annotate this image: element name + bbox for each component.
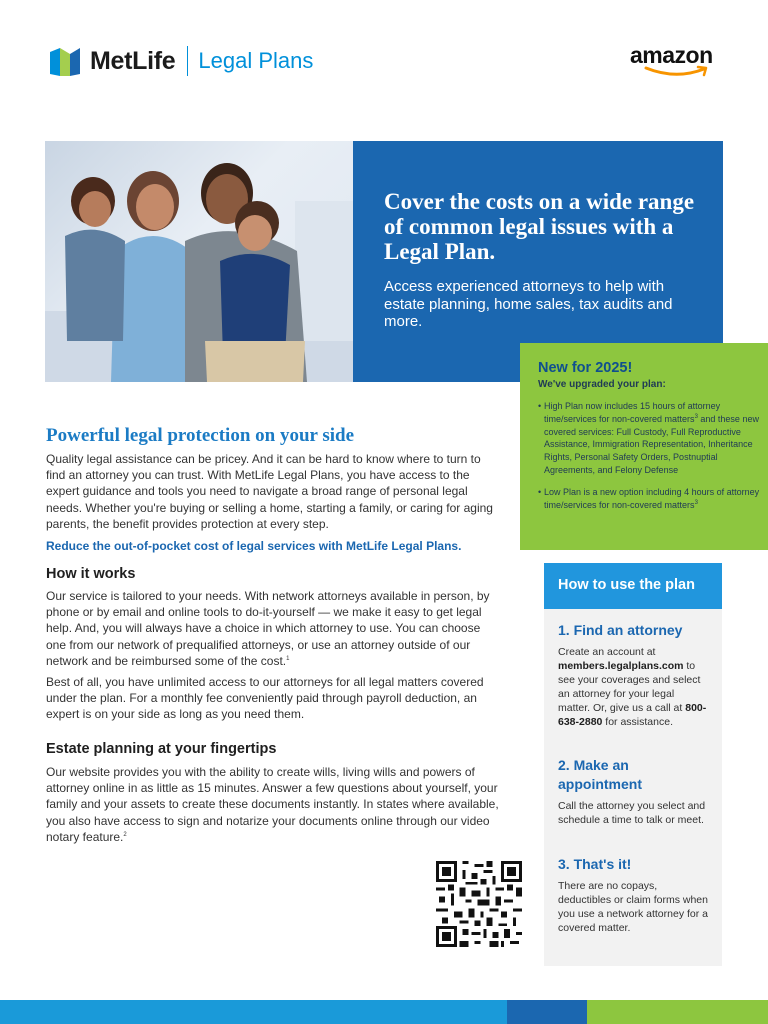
header-divider xyxy=(187,46,188,76)
step1-title: 1. Find an attorney xyxy=(558,622,683,638)
intro-paragraph: Quality legal assistance can be pricey. And it can be hard to know where to turn to find an attorney you can trust. With MetLife Legal Plans, you have access to the expert guidance and tools you need to navigate a broad range of personal legal needs. Whether you're buying or selling a home, starting a family, or caring for aging parents, the benefit provides protection at every step. xyxy=(46,452,493,531)
new-for-2025-box xyxy=(520,343,768,550)
metlife-mark-icon xyxy=(48,44,82,78)
qr-code-icon[interactable] xyxy=(436,860,522,948)
step3-title: 3. That's it! xyxy=(558,856,632,872)
footer-color-bar xyxy=(0,1000,768,1024)
legal-plans-label: Legal Plans xyxy=(198,48,314,73)
hero-title: Cover the costs on a wide range of common legal issues with a Legal Plan. xyxy=(384,189,695,264)
footer-bar-dark-blue xyxy=(507,1000,587,1024)
family-photo-icon xyxy=(45,141,353,382)
family-photo xyxy=(45,141,353,382)
step-make-appointment xyxy=(558,756,708,827)
step1-text-c: for assistance. xyxy=(602,716,673,728)
high-plan-bullet xyxy=(538,400,760,477)
footer-bar-green xyxy=(587,1000,768,1024)
members-link[interactable]: members.legalplans.com xyxy=(558,660,684,672)
footnote-2: 2 xyxy=(123,831,127,838)
hero-subtitle: Access experienced attorneys to help with estate planning, home sales, tax audits and more. xyxy=(384,278,673,330)
step2-body: Call the attorney you select and schedule a time to talk or meet. xyxy=(558,800,706,826)
low-plan-bullet-text: Low Plan is a new option including 4 hours of attorney time/services for non-covered matters xyxy=(544,486,760,510)
estate-planning-heading: Estate planning at your fingertips xyxy=(46,741,277,757)
main-heading: Powerful legal protection on your side xyxy=(46,425,355,446)
metlife-logo xyxy=(48,42,313,80)
amazon-wordmark: amazon xyxy=(630,42,713,68)
new-box-title: New for 2025! xyxy=(538,360,633,376)
new-box-subtitle: We've upgraded your plan: xyxy=(538,379,666,390)
step1-text-a: Create an account at xyxy=(558,646,656,658)
how-it-works-paragraph-1 xyxy=(46,588,502,669)
step-find-attorney xyxy=(558,621,708,729)
footnote-3: 3 xyxy=(694,413,698,420)
high-plan-bullet-rest: and these new covered services: Full Custody, Full Reproductive Assistance, Immigration Representation, Inheritance Rights, Personal Safety Orders, Postnuptial Agreements, and Felony Defense xyxy=(544,413,759,475)
amazon-logo xyxy=(630,42,724,78)
footnote-1: 1 xyxy=(286,655,290,662)
low-plan-bullet xyxy=(538,486,760,512)
step3-body: There are no copays, deductibles or claim forms when you use a network attorney for a covered matter. xyxy=(558,880,708,934)
step-thats-it xyxy=(558,855,708,935)
phone-number[interactable]: 800-638-2880 xyxy=(558,702,707,728)
high-plan-bullet-lead: High Plan now includes 15 hours of attorney time/services for non-covered matters xyxy=(544,401,721,424)
highlight-text: Reduce the out-of-pocket cost of legal services with MetLife Legal Plans. xyxy=(46,539,462,553)
footer-bar-blue xyxy=(0,1000,507,1024)
step2-title: 2. Make an appointment xyxy=(558,757,642,792)
step1-text-b: to see your coverages and select an attorney for your legal matter. Or, give us a call at xyxy=(558,660,701,714)
how-to-use-sidebar xyxy=(544,563,722,966)
estate-planning-text: Our website provides you with the ability to create wills, living wills and powers of attorney online in as little as 15 minutes. Answer a few questions about yourself, your family and your assets to create these documents instantly. In states where available, you also have access to sign and notarize your documents online through our video notary feature. xyxy=(46,765,499,844)
step1-body xyxy=(558,645,708,729)
footnote-3b: 3 xyxy=(694,499,698,506)
sidebar-header: How to use the plan xyxy=(544,563,722,609)
amazon-smile-icon xyxy=(644,65,714,79)
how-it-works-paragraph-2: Best of all, you have unlimited access to our attorneys for all legal matters covered under the plan. For a monthly fee conveniently paid through payroll deduction, an expert is on your side as long as you need them. xyxy=(46,675,484,722)
how-it-works-heading: How it works xyxy=(46,566,136,582)
estate-planning-paragraph xyxy=(46,764,502,845)
metlife-wordmark: MetLife xyxy=(90,46,176,75)
how-it-works-text: Our service is tailored to your needs. With network attorneys available in person, by phone or by email and online tools to do-it-yourself — we make it easy to get legal help. And, you will always have a choice in which attorney to use. You can choose one from our network of prequalified attorneys, or use an attorney outside of our network and be reimbursed some of the cost. xyxy=(46,589,490,668)
